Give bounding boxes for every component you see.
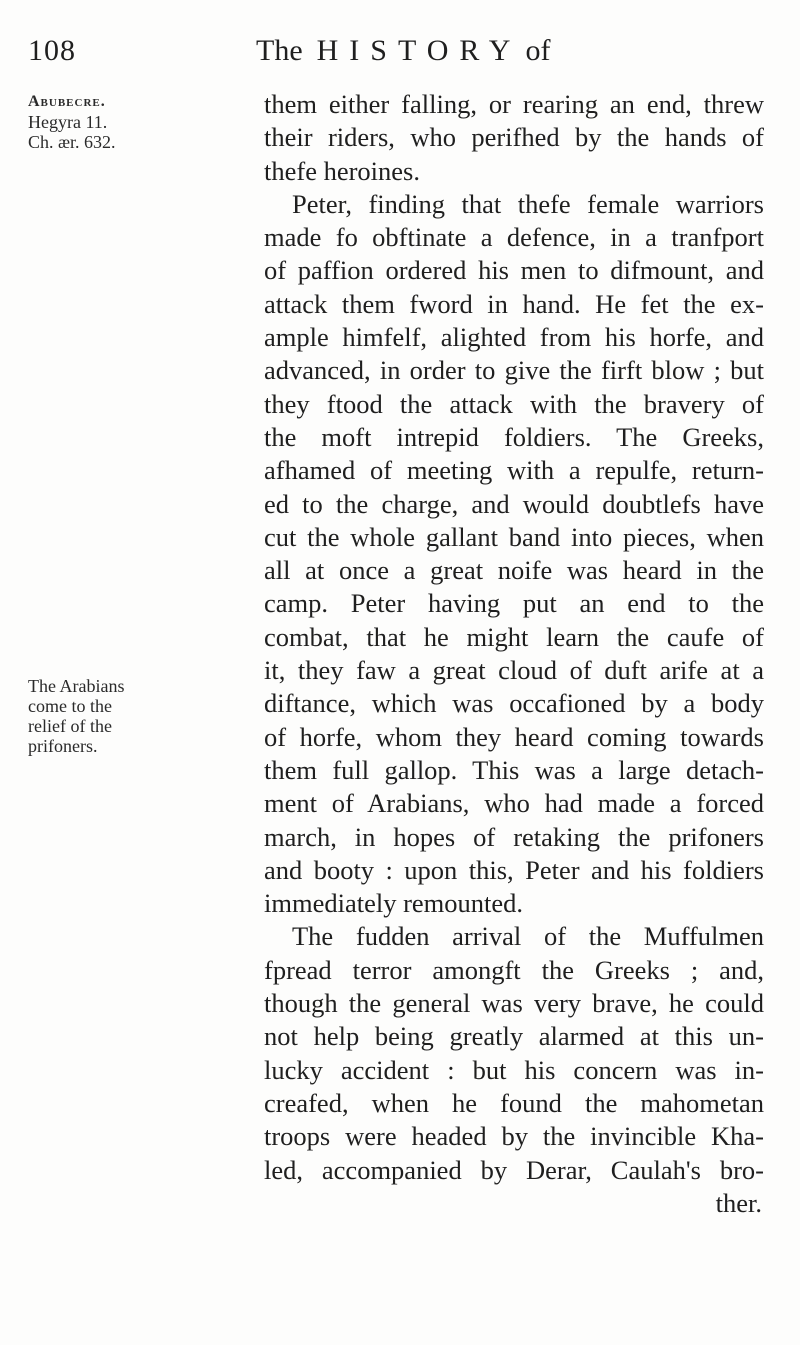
body-text xyxy=(264,88,764,1220)
text-line: them full gallop. This was a large detach- xyxy=(264,754,764,785)
margin-note-line: prifoners. xyxy=(28,736,98,756)
margin-note-arabians xyxy=(28,676,124,756)
text-line: it, they faw a great cloud of duft arife at a xyxy=(264,655,764,686)
running-title-prefix: The xyxy=(256,34,303,67)
text-line: they ftood the attack with the bravery of xyxy=(264,388,764,419)
text-line: and booty : upon this, Peter and his foldiers xyxy=(264,854,764,885)
text-line: ther. xyxy=(715,1187,762,1218)
text-line: creafed, when he found the mahometan xyxy=(264,1087,764,1118)
text-line: immediately remounted. xyxy=(264,888,524,919)
text-line: fpread terror amongft the Greeks ; and, xyxy=(264,954,764,985)
margin-note-line: Abubecre. xyxy=(28,93,106,110)
text-line: not help being greatly alarmed at this un- xyxy=(264,1021,764,1052)
text-line: though the general was very brave, he could xyxy=(264,988,764,1019)
page-header xyxy=(0,34,800,84)
text-line: camp. Peter having put an end to the xyxy=(264,588,764,619)
text-line: cut the whole gallant band into pieces, when xyxy=(264,521,764,552)
text-line: the moft intrepid foldiers. The Greeks, xyxy=(264,421,764,452)
text-line: diftance, which was occafioned by a body xyxy=(264,688,764,719)
running-title-suffix: of xyxy=(525,34,551,67)
margin-note-top xyxy=(28,92,116,152)
margin-note-line: come to the xyxy=(28,696,112,716)
text-line: The fudden arrival of the Muffulmen xyxy=(292,921,764,952)
text-line: ample himfelf, alighted from his horfe, and xyxy=(264,322,764,353)
running-title-caps: HISTORY xyxy=(316,34,522,67)
margin-note-line: The Arabians xyxy=(28,676,125,696)
text-line: troops were headed by the invincible Kha- xyxy=(264,1121,764,1152)
text-line: Peter, finding that thefe female warriors xyxy=(292,188,764,219)
text-line: thefe heroines. xyxy=(264,155,420,186)
text-line: afhamed of meeting with a repulfe, return- xyxy=(264,455,764,486)
text-line: ed to the charge, and would doubtlefs have xyxy=(264,488,764,519)
text-line: lucky accident : but his concern was in- xyxy=(264,1054,764,1085)
text-line: of paffion ordered his men to difmount, and xyxy=(264,255,764,286)
page-number: 108 xyxy=(28,34,76,67)
margin-note-line: Ch. ær. 632. xyxy=(28,132,116,152)
text-line: attack them fword in hand. He fet the ex- xyxy=(264,288,764,319)
text-line: of horfe, whom they heard coming towards xyxy=(264,721,764,752)
text-line: led, accompanied by Derar, Caulah's bro- xyxy=(264,1154,764,1185)
text-line: them either falling, or rearing an end, threw xyxy=(264,89,764,119)
text-line: their riders, who perifhed by the hands of xyxy=(264,122,764,153)
text-line: all at once a great noife was heard in the xyxy=(264,555,764,586)
text-line: march, in hopes of retaking the prifoners xyxy=(264,821,764,852)
text-line: ment of Arabians, who had made a forced xyxy=(264,788,764,819)
margin-note-line: relief of the xyxy=(28,716,112,736)
running-title xyxy=(256,34,550,68)
text-line: advanced, in order to give the firft blow ; but xyxy=(264,355,764,386)
text-line: combat, that he might learn the caufe of xyxy=(264,621,764,652)
text-line: made fo obftinate a defence, in a tranfport xyxy=(264,222,764,253)
margin-note-line: Hegyra 11. xyxy=(28,112,108,132)
